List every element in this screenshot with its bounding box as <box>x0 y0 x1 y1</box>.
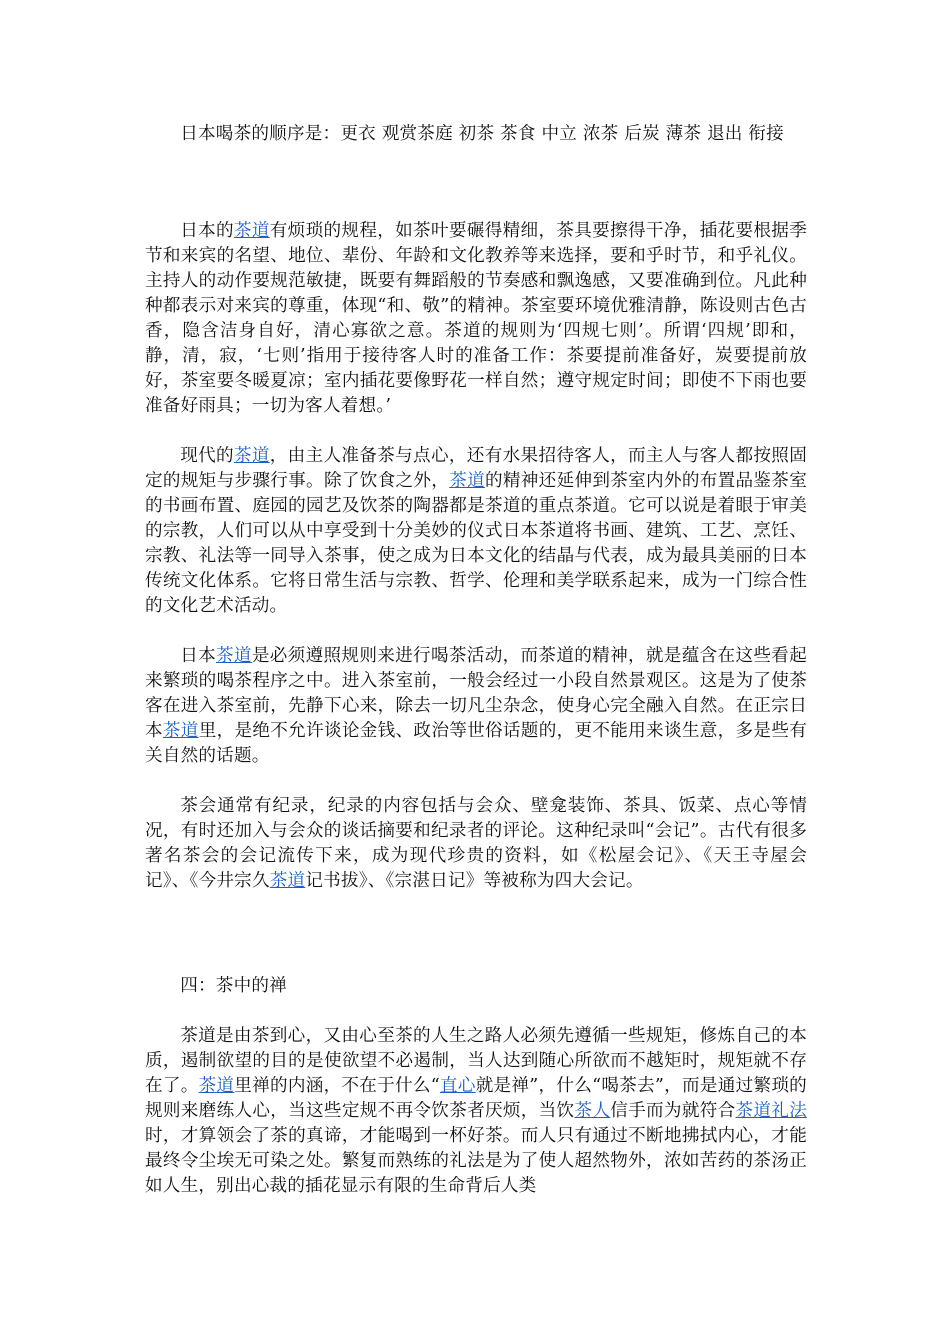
spacer <box>145 147 807 219</box>
link-chadao[interactable]: 茶道 <box>198 1076 235 1096</box>
link-chadao-lifa[interactable]: 茶道礼法 <box>735 1101 807 1121</box>
link-zhixin[interactable]: 直心 <box>439 1076 476 1096</box>
section-heading: 四：茶中的禅 <box>180 976 287 996</box>
link-chadao[interactable]: 茶道 <box>449 471 485 491</box>
paragraph-tea-order: 日本喝茶的顺序是：更衣 观赏茶庭 初茶 茶食 中立 浓茶 后炭 薄茶 退出 衔接 <box>180 124 784 144</box>
paragraph-zen-in-tea: 茶道是由茶到心，又由心至茶的人生之路人必须先遵循一些规矩，修炼自己的本质，遏制欲望的目的是使欲望不必遏制，当人达到随心所欲而不越矩时，规矩就不存在了。茶道里禅的内涵，不在于什么“直心就是禅”，什么“喝茶去”，而是通过繁琐的规则来磨练人心，当这些定规不再令饮茶者厌烦，当饮茶人信手而为就符合茶道礼法时，才算领会了茶的真谛，才能喝到一杯好茶。而人只有通过不断地拂拭内心，才能最终令尘埃无可染之处。繁复而熟练的礼法是为了使人超然物外，浓如苦药的茶汤正如人生，别出心裁的插花显示有限的生命背后人类 <box>145 1026 807 1196</box>
spacer <box>145 769 807 794</box>
paragraph-tea-records: 茶会通常有纪录，纪录的内容包括与会众、壁龛装饰、茶具、饭菜、点心等情况，有时还加入与会众的谈话摘要和纪录者的评论。这种纪录叫“会记”。古代有很多著名茶会的会记流传下来，成为现代珍贵的资料，如《松屋会记》、《天王寺屋会记》、《今井宗久茶道记书拔》、《宗湛日记》等被称为四大会记。 <box>145 796 807 891</box>
document-page <box>145 122 807 1199</box>
link-chadao[interactable]: 茶道 <box>233 446 270 466</box>
link-charen[interactable]: 茶人 <box>574 1101 611 1121</box>
spacer <box>145 999 807 1024</box>
paragraph-tea-ceremony-rules: 日本的茶道有烦琐的规程，如茶叶要碾得精细，茶具要擦得干净，插花要根据季节和来宾的名望、地位、辈份、年龄和文化教养等来选择，要和乎时节，和乎礼仪。主持人的动作要规范敏捷，既要有舞蹈般的节奏感和飘逸感，又要准确到位。凡此种种都表示对来宾的尊重，体现“和、敬”的精神。茶室要环境优雅清静，陈设则古色古香，隐含洁身自好，清心寡欲之意。茶道的规则为‘四规七则’。所谓‘四规’即和，静，清，寂，‘七则’指用于接待客人时的准备工作：茶要提前准备好，炭要提前放好，茶室要冬暖夏凉；室内插花要像野花一样自然；遵守规定时间；即使不下雨也要准备好雨具；一切为客人着想。’ <box>145 221 807 416</box>
paragraph-tea-spirit: 日本茶道是必须遵照规则来进行喝茶活动，而茶道的精神，就是蕴含在这些看起来繁琐的喝茶程序之中。进入茶室前，一般会经过一小段自然景观区。这是为了使茶客在进入茶室前，先静下心来，除去一切凡尘杂念，使身心完全融入自然。在正宗日本茶道里，是绝不允许谈论金钱、政治等世俗话题的，更不能用来谈生意，多是些有关自然的话题。 <box>145 646 808 766</box>
paragraph-modern-tea-ceremony: 现代的茶道，由主人准备茶与点心，还有水果招待客人，而主人与客人都按照固定的规矩与步骤行事。除了饮食之外，茶道的精神还延伸到茶室内外的布置品鉴茶室的书画布置、庭园的园艺及饮茶的陶器都是茶道的重点茶道。它可以说是着眼于审美的宗教，人们可以从中享受到十分美妙的仪式日本茶道将书画、建筑、工艺、烹饪、宗教、礼法等一同导入茶事，使之成为日本文化的结晶与代表，成为最具美丽的日本传统文化体系。它将日常生活与宗教、哲学、伦理和美学联系起来，成为一门综合性的文化艺术活动。 <box>145 446 807 616</box>
spacer <box>145 894 807 974</box>
spacer <box>145 419 807 444</box>
link-chadao[interactable]: 茶道 <box>216 646 252 666</box>
link-chadao[interactable]: 茶道 <box>233 221 270 241</box>
link-chadao[interactable]: 茶道 <box>269 871 306 891</box>
link-chadao[interactable]: 茶道 <box>162 721 199 741</box>
spacer <box>145 619 807 644</box>
